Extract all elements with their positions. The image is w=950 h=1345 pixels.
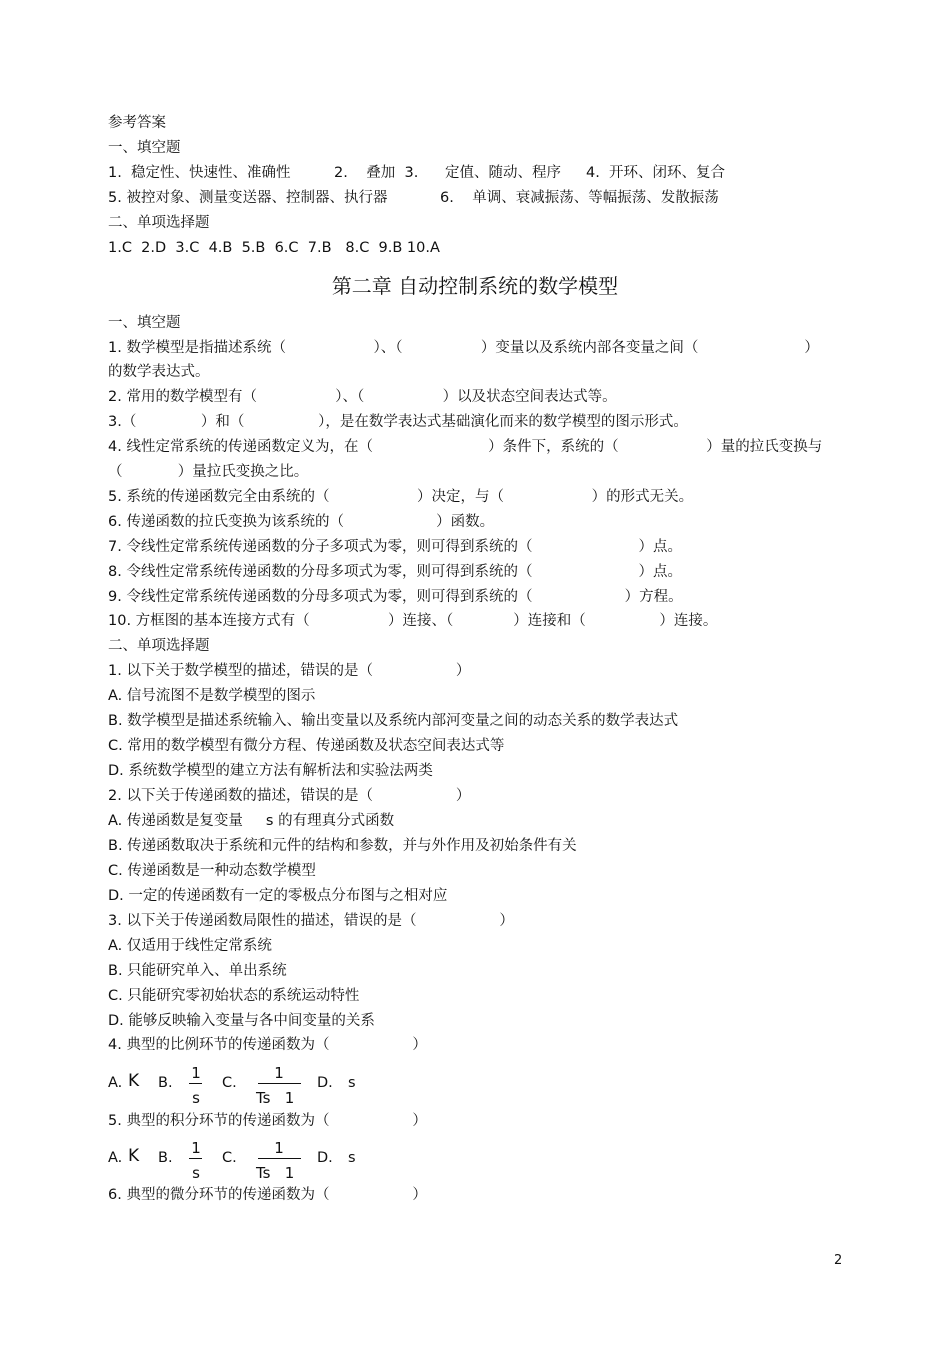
q4-label-c: C.	[222, 1075, 237, 1091]
q4-option-b-numerator: 1	[191, 1064, 201, 1082]
fill-heading: 一、填空题	[108, 315, 181, 331]
fill-q4: 4. 线性定常系统的传递函数定义为，在（ ）条件下，系统的（ ）量的拉氏变换与	[108, 439, 823, 455]
mc-q1: 1. 以下关于数学模型的描述，错误的是（ ）	[108, 663, 471, 679]
mc-q1-option-a: A. 信号流图不是数学模型的图示	[108, 688, 316, 704]
answers-fill-heading: 一、填空题	[108, 140, 181, 156]
q4-label-a: A.	[108, 1075, 123, 1091]
answers-choices: 1.C 2.D 3.C 4.B 5.B 6.C 7.B 8.C 9.B 10.A	[108, 240, 440, 256]
fill-q2: 2. 常用的数学模型有（ ）、（ ）以及状态空间表达式等。	[108, 389, 617, 405]
q5-option-c-denominator: Ts 1	[256, 1164, 295, 1182]
mc-q2: 2. 以下关于传递函数的描述，错误的是（ ）	[108, 788, 471, 804]
q4-option-b-fraction-bar	[189, 1083, 202, 1084]
mc-q2-option-b: B. 传递函数取决于系统和元件的结构和参数，并与外作用及初始条件有关	[108, 838, 577, 854]
q5-option-c-numerator: 1	[274, 1139, 284, 1157]
q4-option-c-denominator: Ts 1	[256, 1089, 295, 1107]
q4-option-d-s: s	[348, 1075, 356, 1091]
fill-q6: 6. 传递函数的拉氏变换为该系统的（ ）函数。	[108, 514, 495, 530]
fill-q7: 7. 令线性定常系统传递函数的分子多项式为零，则可得到系统的（ ）点。	[108, 539, 682, 555]
q5-label-a: A.	[108, 1150, 123, 1166]
mc-q5: 5. 典型的积分环节的传递函数为（ ）	[108, 1113, 427, 1129]
mc-q3-option-a: A. 仅适用于线性定常系统	[108, 938, 272, 954]
mc-q3-option-b: B. 只能研究单入、单出系统	[108, 963, 287, 979]
answer-row1-a: 1. 稳定性、快速性、准确性	[108, 165, 291, 181]
answer-row2-a: 5. 被控对象、测量变送器、控制器、执行器	[108, 190, 388, 206]
mc-q6: 6. 典型的微分环节的传递函数为（ ）	[108, 1187, 427, 1203]
q5-label-c: C.	[222, 1150, 237, 1166]
q5-option-d-s: s	[348, 1150, 356, 1166]
q5-option-a-k: K	[128, 1146, 140, 1166]
q5-label-d: D.	[317, 1150, 333, 1166]
mc-q4: 4. 典型的比例环节的传递函数为（ ）	[108, 1037, 427, 1053]
q4-option-a-k: K	[128, 1071, 140, 1091]
mc-q3-option-c: C. 只能研究零初始状态的系统运动特性	[108, 988, 360, 1004]
mc-q2-option-d: D. 一定的传递函数有一定的零极点分布图与之相对应	[108, 888, 448, 904]
fill-q8: 8. 令线性定常系统传递函数的分母多项式为零，则可得到系统的（ ）点。	[108, 564, 682, 580]
answer-row1-d: 4. 开环、闭环、复合	[586, 165, 726, 181]
fill-q1-cont: 的数学表达式。	[108, 364, 210, 380]
mc-q3-option-d: D. 能够反映输入变量与各中间变量的关系	[108, 1013, 375, 1029]
q4-option-b-denominator: s	[192, 1089, 200, 1107]
answer-row2-b: 6. 单调、衰减振荡、等幅振荡、发散振荡	[440, 190, 719, 206]
mc-heading: 二、单项选择题	[108, 638, 210, 654]
fill-q5: 5. 系统的传递函数完全由系统的（ ）决定，与（ ）的形式无关。	[108, 489, 694, 505]
answers-heading: 参考答案	[108, 115, 166, 131]
q5-label-b: B.	[158, 1150, 173, 1166]
mc-q1-option-d: D. 系统数学模型的建立方法有解析法和实验法两类	[108, 763, 433, 779]
mc-q1-option-b: B. 数学模型是描述系统输入、输出变量以及系统内部河变量之间的动态关系的数学表达式	[108, 713, 679, 729]
answers-choice-heading: 二、单项选择题	[108, 215, 210, 231]
page-number: 2	[834, 1253, 843, 1268]
q4-label-b: B.	[158, 1075, 173, 1091]
q5-option-c-fraction-bar	[258, 1158, 301, 1159]
q5-option-b-fraction-bar	[189, 1158, 202, 1159]
fill-q9: 9. 令线性定常系统传递函数的分母多项式为零，则可得到系统的（ ）方程。	[108, 589, 683, 605]
q4-option-c-numerator: 1	[274, 1064, 284, 1082]
q5-option-b-denominator: s	[192, 1164, 200, 1182]
q4-label-d: D.	[317, 1075, 333, 1091]
chapter-title: 第二章 自动控制系统的数学模型	[331, 274, 619, 298]
answer-row1-b: 2. 叠加 3.	[334, 165, 419, 181]
mc-q2-option-a: A. 传递函数是复变量 s 的有理真分式函数	[108, 813, 395, 829]
mc-q1-option-c: C. 常用的数学模型有微分方程、传递函数及状态空间表达式等	[108, 738, 505, 754]
q5-option-b-numerator: 1	[191, 1139, 201, 1157]
fill-q3: 3.（ ）和（ ），是在数学表达式基础演化而来的数学模型的图示形式。	[108, 414, 688, 430]
mc-q2-option-c: C. 传递函数是一种动态数学模型	[108, 863, 316, 879]
mc-q3: 3. 以下关于传递函数局限性的描述，错误的是（ ）	[108, 913, 514, 929]
fill-q1: 1. 数学模型是指描述系统（ ）、（ ）变量以及系统内部各变量之间（ ）	[108, 340, 819, 356]
fill-q10: 10. 方框图的基本连接方式有（ ）连接、（ ）连接和（ ）连接。	[108, 613, 718, 629]
fill-q4-cont: （ ）量拉氏变换之比。	[108, 464, 309, 480]
answer-row1-c: 定值、随动、程序	[445, 165, 561, 181]
q4-option-c-fraction-bar	[258, 1083, 301, 1084]
